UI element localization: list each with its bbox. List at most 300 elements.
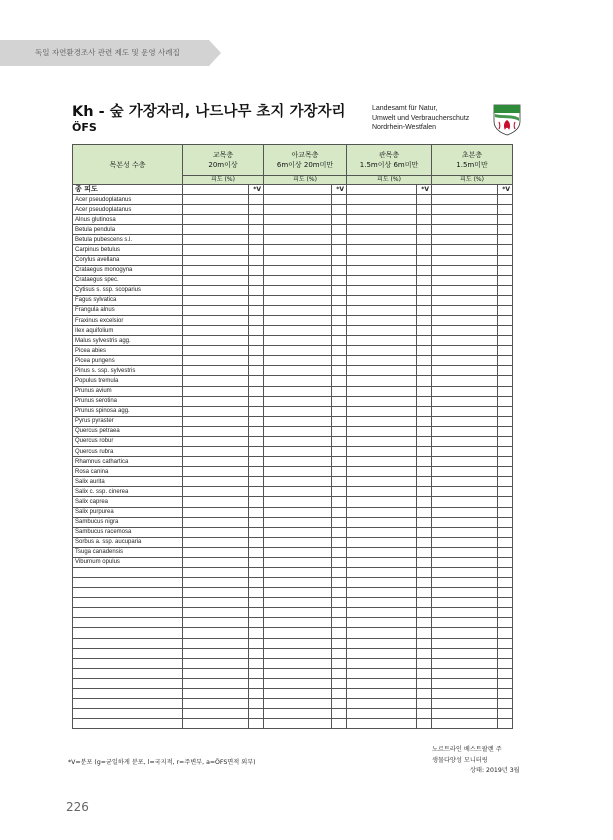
cover-input-cell[interactable] [264, 648, 332, 658]
cover-input-cell[interactable] [183, 406, 249, 416]
v-input-cell[interactable] [417, 305, 432, 315]
v-input-cell[interactable] [332, 719, 347, 729]
v-input-cell[interactable] [332, 285, 347, 295]
v-input-cell[interactable] [498, 688, 513, 698]
cover-input-cell[interactable] [432, 195, 498, 205]
cover-input-cell[interactable] [432, 477, 498, 487]
v-input-cell[interactable] [332, 316, 347, 326]
cover-input-cell[interactable] [432, 447, 498, 457]
v-input-cell[interactable] [332, 608, 347, 618]
cover-input-cell[interactable] [264, 346, 332, 356]
cover-input-cell[interactable] [347, 416, 417, 426]
v-input-cell[interactable] [417, 678, 432, 688]
v-input-cell[interactable] [332, 517, 347, 527]
cover-input-cell[interactable] [183, 305, 249, 315]
cover-input-cell[interactable] [264, 396, 332, 406]
v-input-cell[interactable] [249, 719, 264, 729]
v-input-cell[interactable] [249, 305, 264, 315]
cover-input-cell[interactable] [347, 537, 417, 547]
v-input-cell[interactable] [498, 205, 513, 215]
v-input-cell[interactable] [498, 386, 513, 396]
cover-input-cell[interactable] [183, 497, 249, 507]
v-input-cell[interactable] [498, 326, 513, 336]
v-input-cell[interactable] [417, 507, 432, 517]
v-input-cell[interactable] [332, 628, 347, 638]
cover-input-cell[interactable] [347, 628, 417, 638]
v-input-cell[interactable] [498, 638, 513, 648]
cover-input-cell[interactable] [432, 507, 498, 517]
v-input-cell[interactable] [332, 467, 347, 477]
cover-input-cell[interactable] [183, 628, 249, 638]
v-input-cell[interactable] [332, 648, 347, 658]
cover-input-cell[interactable] [183, 648, 249, 658]
v-input-cell[interactable] [417, 316, 432, 326]
cover-input-cell[interactable] [347, 698, 417, 708]
cover-input-cell[interactable] [347, 376, 417, 386]
v-input-cell[interactable] [332, 326, 347, 336]
cover-input-cell[interactable] [432, 457, 498, 467]
v-input-cell[interactable] [249, 467, 264, 477]
cover-input-cell[interactable] [347, 497, 417, 507]
v-input-cell[interactable] [417, 225, 432, 235]
cover-input-cell[interactable] [183, 215, 249, 225]
cover-input-cell[interactable] [264, 316, 332, 326]
v-input-cell[interactable] [249, 366, 264, 376]
v-input-cell[interactable] [249, 245, 264, 255]
cover-input-cell[interactable] [432, 578, 498, 588]
cover-input-cell[interactable] [264, 416, 332, 426]
v-input-cell[interactable] [417, 265, 432, 275]
v-input-cell[interactable] [417, 517, 432, 527]
v-input-cell[interactable] [417, 477, 432, 487]
cover-input-cell[interactable] [432, 255, 498, 265]
cover-input-cell[interactable] [264, 235, 332, 245]
v-input-cell[interactable] [332, 698, 347, 708]
v-input-cell[interactable] [417, 537, 432, 547]
cover-input-cell[interactable] [347, 326, 417, 336]
cover-input-cell[interactable] [183, 225, 249, 235]
v-input-cell[interactable] [249, 416, 264, 426]
cover-input-cell[interactable] [183, 557, 249, 567]
v-input-cell[interactable] [498, 255, 513, 265]
v-input-cell[interactable] [249, 225, 264, 235]
cover-input-cell[interactable] [432, 598, 498, 608]
v-input-cell[interactable] [332, 436, 347, 446]
cover-input-cell[interactable] [432, 326, 498, 336]
v-input-cell[interactable] [249, 578, 264, 588]
v-input-cell[interactable] [417, 326, 432, 336]
cover-input-cell[interactable] [347, 578, 417, 588]
cover-input-cell[interactable] [432, 285, 498, 295]
cover-input-cell[interactable] [432, 295, 498, 305]
cover-input-cell[interactable] [432, 265, 498, 275]
v-input-cell[interactable] [498, 547, 513, 557]
v-input-cell[interactable] [332, 658, 347, 668]
v-input-cell[interactable] [332, 709, 347, 719]
v-input-cell[interactable] [498, 628, 513, 638]
cover-input-cell[interactable] [432, 416, 498, 426]
v-input-cell[interactable] [332, 265, 347, 275]
cover-input-cell[interactable] [432, 688, 498, 698]
v-input-cell[interactable] [249, 295, 264, 305]
v-input-cell[interactable] [249, 447, 264, 457]
v-input-cell[interactable] [417, 295, 432, 305]
v-input-cell[interactable] [417, 426, 432, 436]
cover-input-cell[interactable] [432, 356, 498, 366]
cover-input-cell[interactable] [432, 396, 498, 406]
v-input-cell[interactable] [417, 588, 432, 598]
v-input-cell[interactable] [249, 537, 264, 547]
v-input-cell[interactable] [417, 195, 432, 205]
cover-input-cell[interactable] [432, 336, 498, 346]
cover-input-cell[interactable] [183, 457, 249, 467]
cover-input-cell[interactable] [183, 235, 249, 245]
v-input-cell[interactable] [249, 275, 264, 285]
v-input-cell[interactable] [332, 668, 347, 678]
cover-input-cell[interactable] [264, 537, 332, 547]
cover-input-cell[interactable] [347, 205, 417, 215]
v-input-cell[interactable] [498, 467, 513, 477]
v-input-cell[interactable] [249, 356, 264, 366]
cover-input-cell[interactable] [347, 265, 417, 275]
v-input-cell[interactable] [498, 447, 513, 457]
v-input-cell[interactable] [249, 698, 264, 708]
cover-input-cell[interactable] [347, 658, 417, 668]
v-input-cell[interactable] [249, 386, 264, 396]
v-input-cell[interactable] [332, 678, 347, 688]
cover-input-cell[interactable] [347, 356, 417, 366]
v-input-cell[interactable] [249, 326, 264, 336]
v-input-cell[interactable] [498, 436, 513, 446]
v-input-cell[interactable] [249, 346, 264, 356]
v-input-cell[interactable] [332, 578, 347, 588]
cover-input-cell[interactable] [347, 598, 417, 608]
cover-input-cell[interactable] [432, 305, 498, 315]
v-input-cell[interactable] [249, 487, 264, 497]
v-input-cell[interactable] [249, 618, 264, 628]
v-input-cell[interactable] [417, 346, 432, 356]
cover-input-cell[interactable] [183, 527, 249, 537]
v-input-cell[interactable] [332, 356, 347, 366]
v-input-cell[interactable] [417, 215, 432, 225]
v-input-cell[interactable] [249, 235, 264, 245]
cover-input-cell[interactable] [347, 517, 417, 527]
v-input-cell[interactable] [417, 719, 432, 729]
cover-input-cell[interactable] [264, 205, 332, 215]
v-input-cell[interactable] [417, 366, 432, 376]
v-input-cell[interactable] [249, 316, 264, 326]
cover-input-cell[interactable] [264, 477, 332, 487]
cover-input-cell[interactable] [347, 275, 417, 285]
v-input-cell[interactable] [498, 668, 513, 678]
v-input-cell[interactable] [249, 255, 264, 265]
cover-input-cell[interactable] [347, 346, 417, 356]
v-input-cell[interactable] [417, 457, 432, 467]
cover-input-cell[interactable] [432, 618, 498, 628]
cover-input-cell[interactable] [264, 225, 332, 235]
v-input-cell[interactable] [498, 366, 513, 376]
cover-input-cell[interactable] [264, 356, 332, 366]
v-input-cell[interactable] [417, 396, 432, 406]
v-input-cell[interactable] [498, 346, 513, 356]
cover-input-cell[interactable] [264, 668, 332, 678]
v-input-cell[interactable] [332, 537, 347, 547]
cover-input-cell[interactable] [432, 275, 498, 285]
cover-input-cell[interactable] [264, 376, 332, 386]
v-input-cell[interactable] [332, 396, 347, 406]
cover-input-cell[interactable] [432, 245, 498, 255]
v-input-cell[interactable] [417, 638, 432, 648]
v-input-cell[interactable] [498, 678, 513, 688]
cover-input-cell[interactable] [183, 547, 249, 557]
v-input-cell[interactable] [498, 608, 513, 618]
cover-input-cell[interactable] [432, 537, 498, 547]
cover-input-cell[interactable] [183, 326, 249, 336]
v-input-cell[interactable] [417, 447, 432, 457]
cover-input-cell[interactable] [347, 507, 417, 517]
v-input-cell[interactable] [332, 376, 347, 386]
v-input-cell[interactable] [249, 396, 264, 406]
cover-input-cell[interactable] [264, 406, 332, 416]
cover-input-cell[interactable] [264, 457, 332, 467]
cover-input-cell[interactable] [432, 406, 498, 416]
cover-input-cell[interactable] [432, 235, 498, 245]
v-input-cell[interactable] [417, 436, 432, 446]
cover-input-cell[interactable] [432, 658, 498, 668]
v-input-cell[interactable] [498, 648, 513, 658]
v-input-cell[interactable] [249, 668, 264, 678]
v-input-cell[interactable] [498, 245, 513, 255]
cover-input-cell[interactable] [347, 467, 417, 477]
cover-input-cell[interactable] [264, 497, 332, 507]
v-input-cell[interactable] [498, 195, 513, 205]
v-input-cell[interactable] [249, 517, 264, 527]
cover-input-cell[interactable] [183, 376, 249, 386]
cover-input-cell[interactable] [432, 608, 498, 618]
v-input-cell[interactable] [498, 235, 513, 245]
v-input-cell[interactable] [332, 416, 347, 426]
v-input-cell[interactable] [249, 608, 264, 618]
v-input-cell[interactable] [417, 336, 432, 346]
v-input-cell[interactable] [249, 678, 264, 688]
v-input-cell[interactable] [249, 547, 264, 557]
v-input-cell[interactable] [332, 386, 347, 396]
v-input-cell[interactable] [332, 346, 347, 356]
v-input-cell[interactable] [417, 487, 432, 497]
cover-input-cell[interactable] [432, 719, 498, 729]
v-input-cell[interactable] [249, 709, 264, 719]
cover-input-cell[interactable] [347, 386, 417, 396]
v-input-cell[interactable] [249, 215, 264, 225]
cover-input-cell[interactable] [264, 336, 332, 346]
cover-input-cell[interactable] [183, 709, 249, 719]
cover-input-cell[interactable] [183, 588, 249, 598]
cover-input-cell[interactable] [183, 688, 249, 698]
v-input-cell[interactable] [417, 527, 432, 537]
v-input-cell[interactable] [249, 557, 264, 567]
v-input-cell[interactable] [332, 457, 347, 467]
cover-input-cell[interactable] [264, 719, 332, 729]
cover-input-cell[interactable] [347, 305, 417, 315]
v-input-cell[interactable] [332, 295, 347, 305]
v-input-cell[interactable] [332, 235, 347, 245]
cover-input-cell[interactable] [264, 447, 332, 457]
v-input-cell[interactable] [417, 608, 432, 618]
cover-input-cell[interactable] [264, 245, 332, 255]
v-input-cell[interactable] [249, 336, 264, 346]
cover-input-cell[interactable] [432, 467, 498, 477]
v-input-cell[interactable] [498, 527, 513, 537]
cover-input-cell[interactable] [183, 598, 249, 608]
cover-input-cell[interactable] [347, 225, 417, 235]
v-input-cell[interactable] [417, 235, 432, 245]
cover-input-cell[interactable] [432, 426, 498, 436]
v-input-cell[interactable] [249, 285, 264, 295]
v-input-cell[interactable] [249, 195, 264, 205]
v-input-cell[interactable] [417, 255, 432, 265]
cover-input-cell[interactable] [264, 588, 332, 598]
v-input-cell[interactable] [417, 285, 432, 295]
cover-input-cell[interactable] [264, 517, 332, 527]
cover-input-cell[interactable] [264, 195, 332, 205]
v-input-cell[interactable] [332, 225, 347, 235]
v-input-cell[interactable] [417, 628, 432, 638]
cover-input-cell[interactable] [183, 295, 249, 305]
cover-input-cell[interactable] [183, 658, 249, 668]
cover-input-cell[interactable] [347, 406, 417, 416]
cover-input-cell[interactable] [347, 638, 417, 648]
cover-input-cell[interactable] [183, 245, 249, 255]
cover-input-cell[interactable] [347, 688, 417, 698]
v-input-cell[interactable] [417, 416, 432, 426]
v-input-cell[interactable] [332, 477, 347, 487]
v-input-cell[interactable] [249, 436, 264, 446]
v-input-cell[interactable] [417, 497, 432, 507]
cover-input-cell[interactable] [183, 426, 249, 436]
cover-input-cell[interactable] [432, 487, 498, 497]
v-input-cell[interactable] [498, 295, 513, 305]
cover-input-cell[interactable] [183, 356, 249, 366]
cover-input-cell[interactable] [432, 366, 498, 376]
v-input-cell[interactable] [498, 588, 513, 598]
cover-input-cell[interactable] [183, 205, 249, 215]
cover-input-cell[interactable] [347, 678, 417, 688]
v-input-cell[interactable] [498, 426, 513, 436]
cover-input-cell[interactable] [183, 698, 249, 708]
cover-input-cell[interactable] [432, 648, 498, 658]
cover-input-cell[interactable] [183, 336, 249, 346]
cover-input-cell[interactable] [432, 567, 498, 577]
cover-input-cell[interactable] [432, 205, 498, 215]
cover-input-cell[interactable] [347, 295, 417, 305]
v-input-cell[interactable] [498, 215, 513, 225]
v-input-cell[interactable] [498, 316, 513, 326]
v-input-cell[interactable] [417, 406, 432, 416]
v-input-cell[interactable] [498, 497, 513, 507]
cover-input-cell[interactable] [432, 225, 498, 235]
v-input-cell[interactable] [332, 598, 347, 608]
cover-input-cell[interactable] [432, 436, 498, 446]
v-input-cell[interactable] [332, 688, 347, 698]
v-input-cell[interactable] [249, 497, 264, 507]
cover-input-cell[interactable] [183, 638, 249, 648]
cover-input-cell[interactable] [347, 608, 417, 618]
v-input-cell[interactable] [332, 557, 347, 567]
cover-input-cell[interactable] [432, 497, 498, 507]
v-input-cell[interactable] [417, 245, 432, 255]
cover-input-cell[interactable] [264, 295, 332, 305]
cover-input-cell[interactable] [347, 567, 417, 577]
cover-input-cell[interactable] [264, 628, 332, 638]
cover-input-cell[interactable] [264, 215, 332, 225]
v-input-cell[interactable] [332, 527, 347, 537]
cover-input-cell[interactable] [347, 426, 417, 436]
v-input-cell[interactable] [249, 265, 264, 275]
v-input-cell[interactable] [417, 356, 432, 366]
cover-input-cell[interactable] [347, 527, 417, 537]
cover-input-cell[interactable] [347, 719, 417, 729]
v-input-cell[interactable] [498, 285, 513, 295]
cover-input-cell[interactable] [183, 416, 249, 426]
v-input-cell[interactable] [417, 547, 432, 557]
cover-input-cell[interactable] [347, 457, 417, 467]
v-input-cell[interactable] [332, 205, 347, 215]
v-input-cell[interactable] [332, 547, 347, 557]
cover-input-cell[interactable] [432, 215, 498, 225]
cover-input-cell[interactable] [264, 638, 332, 648]
cover-input-cell[interactable] [183, 618, 249, 628]
v-input-cell[interactable] [498, 537, 513, 547]
v-input-cell[interactable] [249, 638, 264, 648]
v-input-cell[interactable] [332, 618, 347, 628]
v-input-cell[interactable] [498, 336, 513, 346]
cover-input-cell[interactable] [183, 537, 249, 547]
cover-input-cell[interactable] [183, 436, 249, 446]
v-input-cell[interactable] [498, 557, 513, 567]
cover-input-cell[interactable] [347, 316, 417, 326]
cover-input-cell[interactable] [264, 688, 332, 698]
cover-input-cell[interactable] [347, 487, 417, 497]
cover-input-cell[interactable] [264, 285, 332, 295]
v-input-cell[interactable] [498, 376, 513, 386]
cover-input-cell[interactable] [347, 436, 417, 446]
cover-input-cell[interactable] [264, 507, 332, 517]
v-input-cell[interactable] [417, 658, 432, 668]
v-input-cell[interactable] [498, 457, 513, 467]
cover-input-cell[interactable] [183, 285, 249, 295]
cover-input-cell[interactable] [347, 215, 417, 225]
cover-input-cell[interactable] [183, 668, 249, 678]
cover-input-cell[interactable] [432, 588, 498, 598]
cover-input-cell[interactable] [432, 517, 498, 527]
v-input-cell[interactable] [249, 406, 264, 416]
v-input-cell[interactable] [498, 517, 513, 527]
cover-input-cell[interactable] [183, 346, 249, 356]
cover-input-cell[interactable] [264, 366, 332, 376]
cover-input-cell[interactable] [264, 618, 332, 628]
v-input-cell[interactable] [249, 648, 264, 658]
v-input-cell[interactable] [498, 578, 513, 588]
cover-input-cell[interactable] [347, 235, 417, 245]
cover-input-cell[interactable] [432, 547, 498, 557]
v-input-cell[interactable] [332, 406, 347, 416]
cover-input-cell[interactable] [183, 316, 249, 326]
cover-input-cell[interactable] [264, 326, 332, 336]
cover-input-cell[interactable] [183, 447, 249, 457]
cover-input-cell[interactable] [264, 709, 332, 719]
cover-input-cell[interactable] [264, 698, 332, 708]
v-input-cell[interactable] [249, 628, 264, 638]
